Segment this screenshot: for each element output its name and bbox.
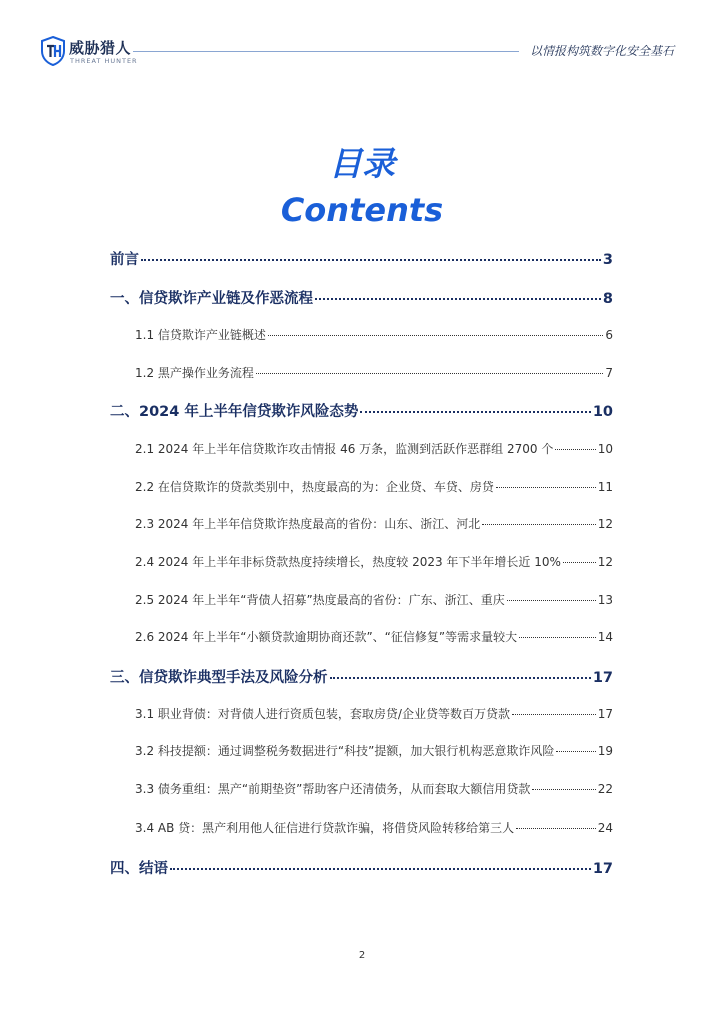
toc-entry-title: 3.4 AB 贷：黑产利用他人征信进行贷款诈骗，将借贷风险转移给第三人 [135,821,515,835]
toc-entry-title: 二、2024 年上半年信贷欺诈风险态势 [110,404,359,420]
toc-section-entry[interactable] [135,819,613,836]
toc-entry-title: 2.6 2024 年上半年“小额贷款逾期协商还款”、“征信修复”等需求量较大 [135,630,518,644]
toc-dot-leader [482,524,595,525]
logo-english-text: THREAT HUNTER [70,57,138,65]
toc-dot-leader [496,487,596,488]
toc-section-entry[interactable] [135,591,613,608]
header-slogan: 以情报构筑数字化安全基石 [529,44,674,58]
toc-section-entry[interactable] [135,478,613,495]
toc-dot-leader [556,751,595,752]
toc-entry-title: 2.1 2024 年上半年信贷欺诈攻击情报 46 万条，监测到活跃作恶群组 2700 个 [135,442,554,456]
toc-section-entry[interactable] [135,364,613,381]
toc-entry-page: 12 [597,517,613,531]
toc-entry-page: 14 [597,630,613,644]
toc-chapter-entry[interactable] [110,400,613,421]
toc-entry-title: 3.3 债务重组：黑产“前期垫资”帮助客户还清债务，从而套取大额信用贷款 [135,782,531,796]
toc-dot-leader [256,373,603,374]
toc-entry-title: 前言 [110,252,139,268]
toc-entry-page: 10 [597,442,613,456]
toc-entry-page: 6 [605,328,613,342]
toc-entry-title: 三、信贷欺诈典型手法及风险分析 [110,670,328,686]
toc-chapter-entry[interactable] [110,248,613,269]
toc-section-entry[interactable] [135,553,613,570]
toc-entry-page: 12 [597,555,613,569]
toc-section-entry[interactable] [135,742,613,759]
toc-entry-title: 2.4 2024 年上半年非标贷款热度持续增长，热度较 2023 年下半年增长近 10% [135,555,561,569]
toc-entry-title: 1.2 黑产操作业务流程 [135,366,254,380]
toc-entry-title: 1.1 信贷欺诈产业链概述 [135,328,266,342]
toc-dot-leader [170,868,591,870]
toc-entry-page: 24 [597,821,613,835]
toc-section-entry[interactable] [135,705,613,722]
toc-entry-page: 7 [605,366,613,380]
toc-entry-page: 8 [602,291,613,307]
toc-dot-leader [507,600,596,601]
toc-chapter-entry[interactable] [110,857,613,878]
toc-entry-page: 13 [597,593,613,607]
toc-entry-page: 19 [597,744,613,758]
toc-section-entry[interactable] [135,780,613,797]
toc-dot-leader [516,828,596,829]
toc-entry-title: 2.5 2024 年上半年“背债人招募”热度最高的省份：广东、浙江、重庆 [135,593,505,607]
toc-dot-leader [268,335,603,336]
toc-section-entry[interactable] [135,326,613,343]
page-number: 2 [358,950,366,961]
toc-entry-title: 四、结语 [110,861,168,877]
toc-entry-title: 2.3 2024 年上半年信贷欺诈热度最高的省份：山东、浙江、河北 [135,517,481,531]
toc-chapter-entry[interactable] [110,666,613,687]
toc-section-entry[interactable] [135,628,613,645]
toc-entry-page: 3 [602,252,613,268]
toc-entry-page: 10 [592,404,613,420]
toc-title-english: Contents [280,191,444,229]
toc-dot-leader [555,449,595,450]
toc-dot-leader [512,714,596,715]
toc-dot-leader [315,298,601,300]
toc-entry-title: 3.2 科技提额：通过调整税务数据进行“科技”提额，加大银行机构恶意欺诈风险 [135,744,555,758]
toc-entry-page: 11 [597,480,613,494]
toc-section-entry[interactable] [135,440,613,457]
toc-entry-title: 3.1 职业背债：对背债人进行资质包装，套取房贷/企业贷等数百万贷款 [135,707,510,721]
toc-dot-leader [532,789,595,790]
toc-dot-leader [519,637,596,638]
toc-entry-page: 17 [592,670,613,686]
toc-dot-leader [330,677,591,679]
toc-section-entry[interactable] [135,515,613,532]
logo-chinese-text: 威胁猎人 [69,39,132,57]
toc-dot-leader [141,259,601,261]
toc-title-chinese: 目录 [329,144,395,183]
toc-entry-page: 22 [597,782,613,796]
toc-entry-page: 17 [592,861,613,877]
toc-dot-leader [563,562,596,563]
toc-entry-title: 一、信贷欺诈产业链及作恶流程 [110,291,313,307]
toc-entry-title: 2.2 在信贷欺诈的贷款类别中，热度最高的为：企业贷、车贷、房贷 [135,480,494,494]
toc-entry-page: 17 [597,707,613,721]
toc-chapter-entry[interactable] [110,287,613,308]
toc-dot-leader [360,411,590,413]
